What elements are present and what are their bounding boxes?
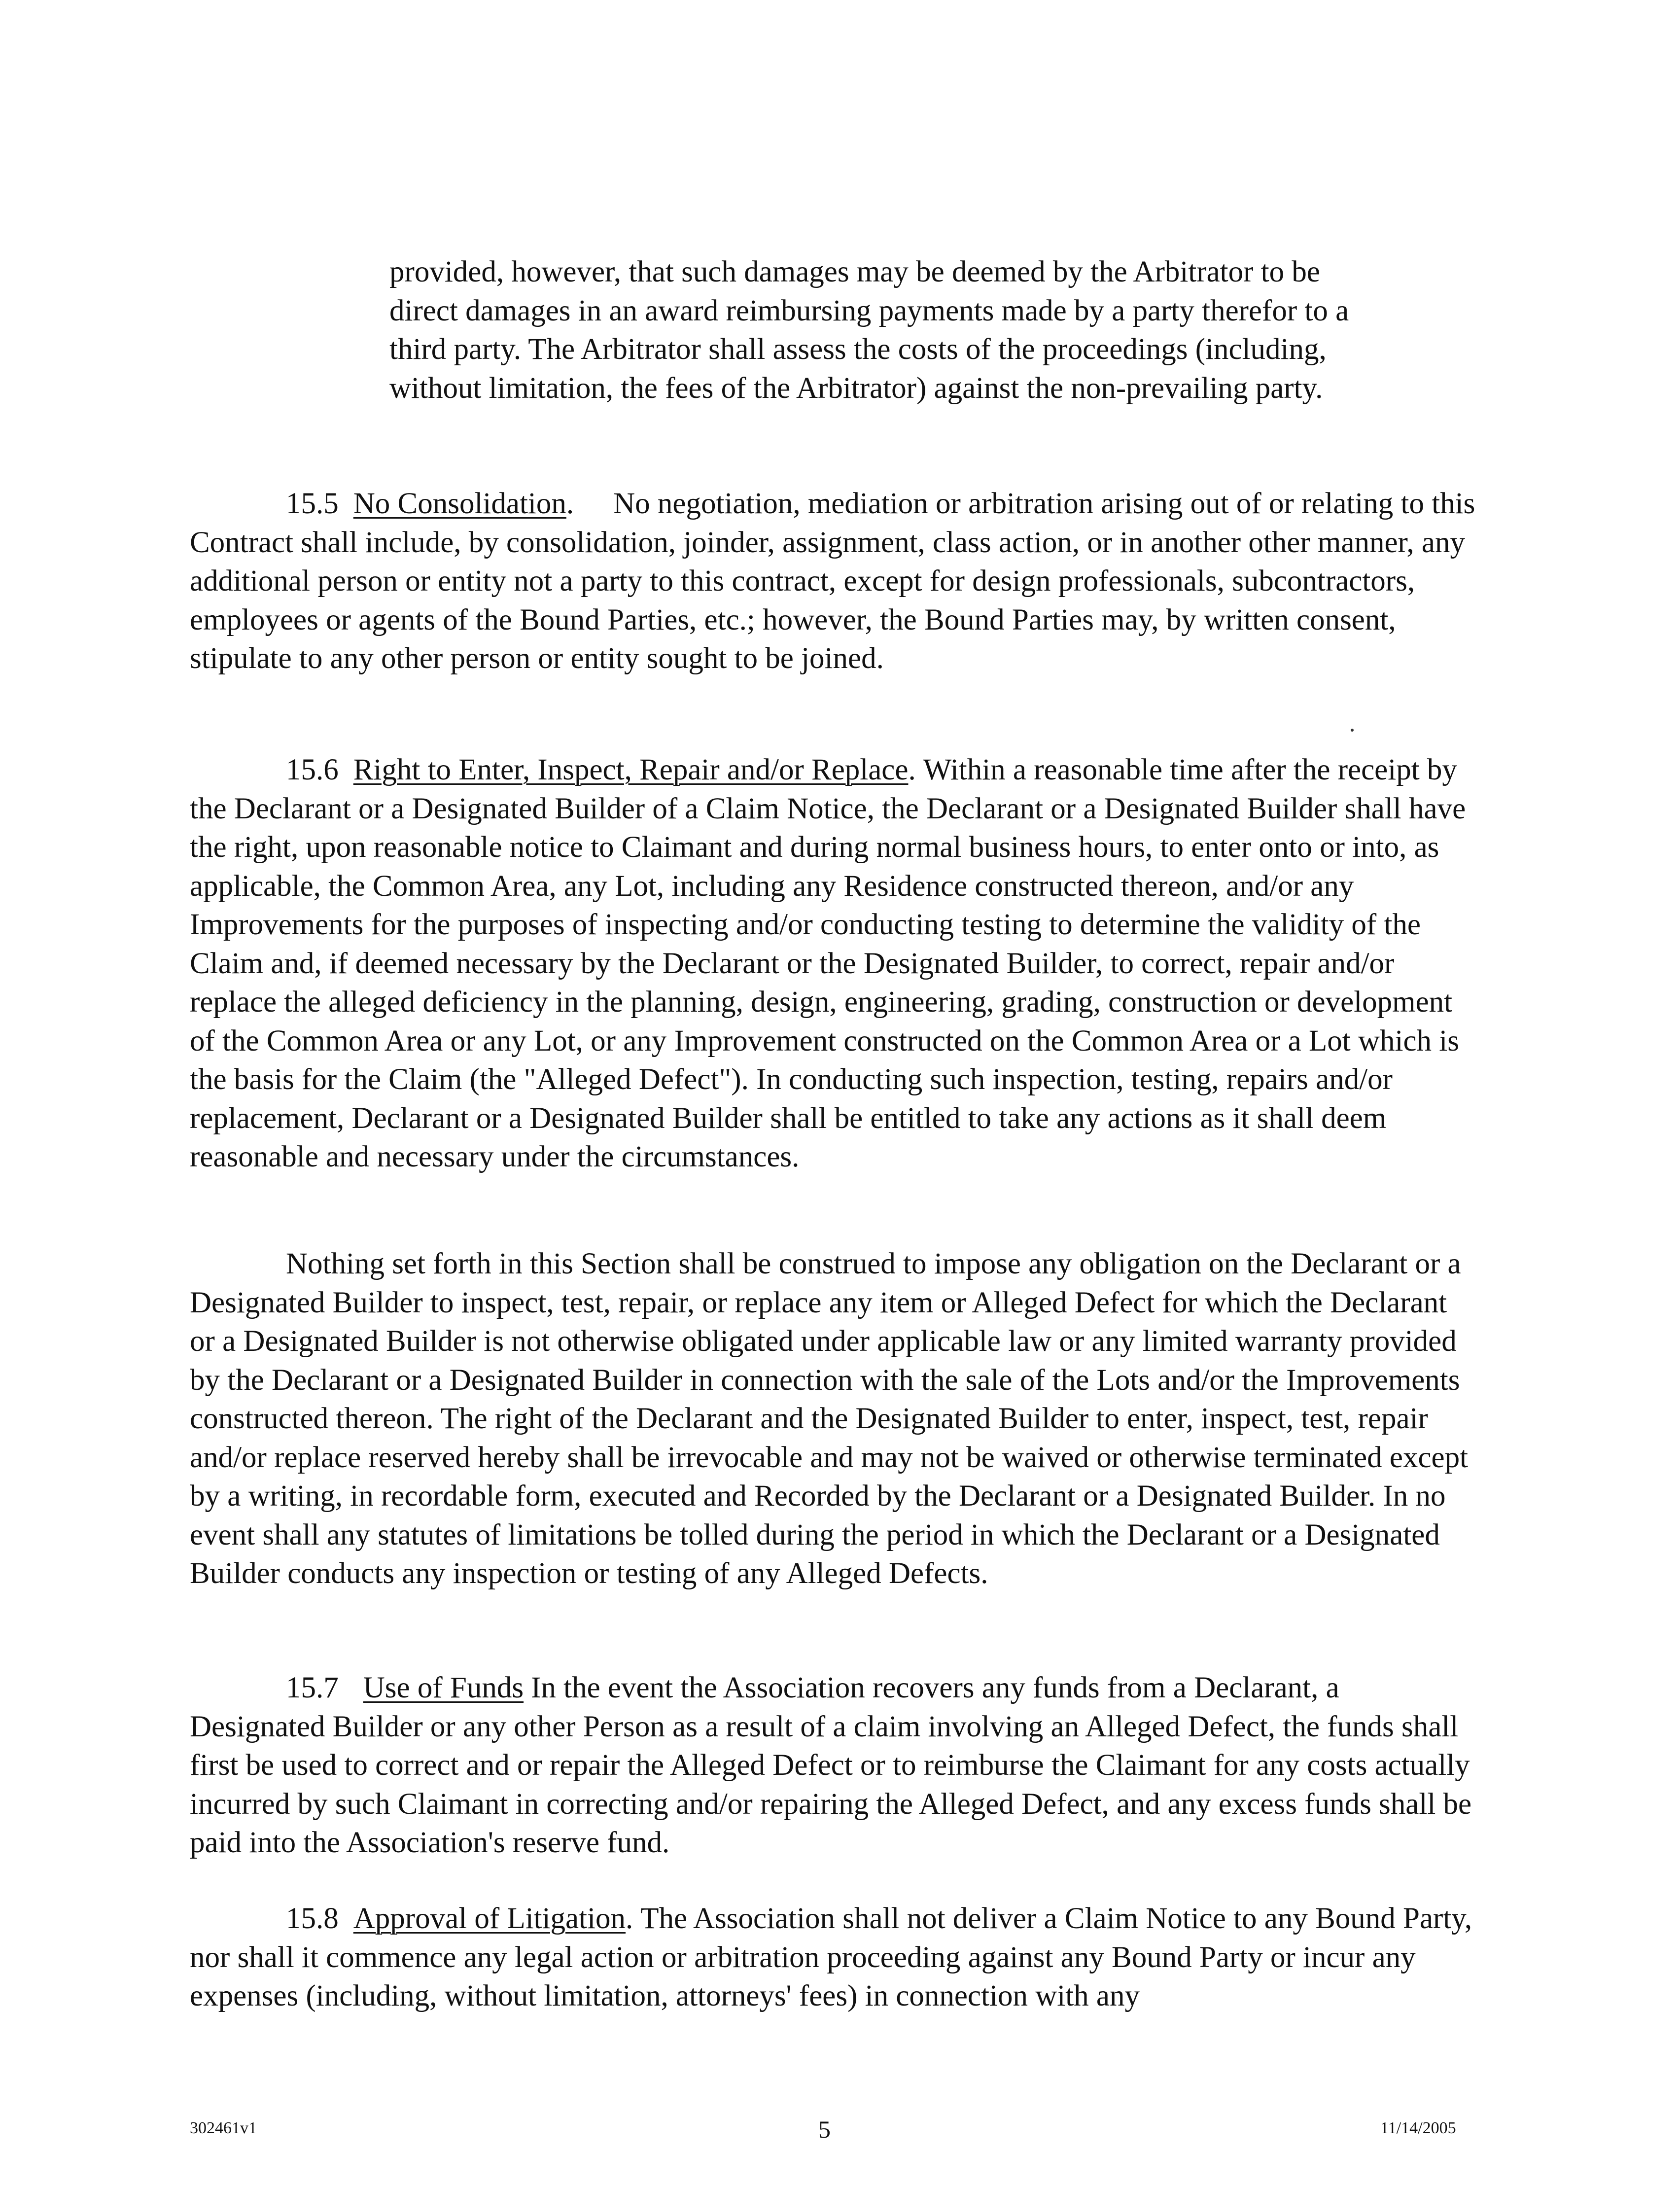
section-body: No negotiation, mediation or arbitration arising out of or relating to this Contract shall include, by consolidation, joinder, assignment, class action, or in another other manner, any additional person or entity not a party to this contract, except for design professionals, subcontractors, employees or agents of the Bound Parties, etc.; however, the Bound Parties may, by written consent, stipulate to any other person or entity sought to be joined. (190, 487, 1475, 675)
section-title-suffix: . (908, 753, 916, 786)
section-body: Within a reasonable time after the receipt by the Declarant or a Designated Builder of a Claim Notice, the Declarant or a Designated Builder shall have the right, upon reasonable notice to Claimant and during normal business hours, to enter onto or into, as applicable, the Common Area, any Lot, including any Residence constructed thereon, and/or any Improvements for the purposes of inspecting and/or conducting testing to determine the validity of the Claim and, if deemed necessary by the Declarant or the Designated Builder, to correct, repair and/or replace the alleged deficiency in the planning, design, engineering, grading, construction or development of the Common Area or any Lot, or any Improvement constructed on the Common Area or a Lot which is the basis for the Claim (the "Alleged Defect"). In conducting such inspection, testing, repairs and/or replacement, Declarant or a Designated Builder shall be entitled to take any actions as it shall deem reasonable and necessary under the circumstances. (190, 753, 1466, 1173)
footer-date: 11/14/2005 (1380, 2119, 1456, 2137)
scan-speck (1351, 729, 1354, 732)
section-title-suffix: . (626, 1902, 633, 1935)
section-body: In the event the Association recovers any funds from a Declarant, a Designated Builder or any other Person as a result of a claim involving an Alleged Defect, the funds shall first be used to correct and or repair the Alleged Defect or to reimburse the Claimant for any costs actually incurred by such Claimant in correcting and/or repairing the Alleged Defect, and any excess funds shall be paid into the Association's reserve fund. (190, 1671, 1472, 1859)
section-body: Nothing set forth in this Section shall be construed to impose any obligation on the Declarant or a Designated Builder to inspect, test, repair, or replace any item or Alleged Defect for which the Declarant or a Designated Builder is not otherwise obligated under applicable law or any limited warranty provided by the Declarant or a Designated Builder in connection with the sale of the Lots and/or the Improvements constructed thereon. The right of the Declarant and the Designated Builder to enter, inspect, test, repair and/or replace reserved hereby shall be irrevocable and may not be waived or otherwise terminated except by a writing, in recordable form, executed and Recorded by the Declarant or a Designated Builder. In no event shall any statutes of limitations be tolled during the period in which the Declarant or a Designated Builder conducts any inspection or testing of any Alleged Defects. (190, 1247, 1469, 1590)
section-number: 15.7 (286, 1671, 339, 1704)
section-body: The Association shall not deliver a Claim Notice to any Bound Party, nor shall it commence any legal action or arbitration proceeding against any Bound Party or incur any expenses (including, without limitation, attorneys' fees) in connection with any (190, 1902, 1472, 2012)
section-15-6 (190, 751, 1476, 1177)
section-title: Approval of Litigation (353, 1902, 626, 1935)
section-number: 15.6 (286, 753, 339, 786)
footer-doc-id: 302461v1 (190, 2119, 257, 2137)
section-number: 15.8 (286, 1902, 339, 1935)
section-title-suffix: . (566, 487, 574, 520)
section-15-5 (190, 485, 1476, 678)
section-title: No Consolidation (353, 487, 566, 520)
footer-page-number: 5 (818, 2115, 831, 2143)
continuation-paragraph: provided, however, that such damages may be deemed by the Arbitrator to be direct damages in an award reimbursing payments made by a party therefor to a third party. The Arbitrator shall assess the costs of the proceedings (including, without limitation, the fees of the Arbitrator) against the non-prevailing party. (389, 255, 1349, 405)
section-number: 15.5 (286, 487, 339, 520)
section-15-6-continued (190, 1245, 1476, 1593)
section-15-8 (190, 1900, 1476, 2016)
section-title: Use of Funds (363, 1671, 524, 1704)
section-15-7 (190, 1669, 1476, 1863)
section-title: Right to Enter, Inspect, Repair and/or Replace (353, 753, 909, 786)
